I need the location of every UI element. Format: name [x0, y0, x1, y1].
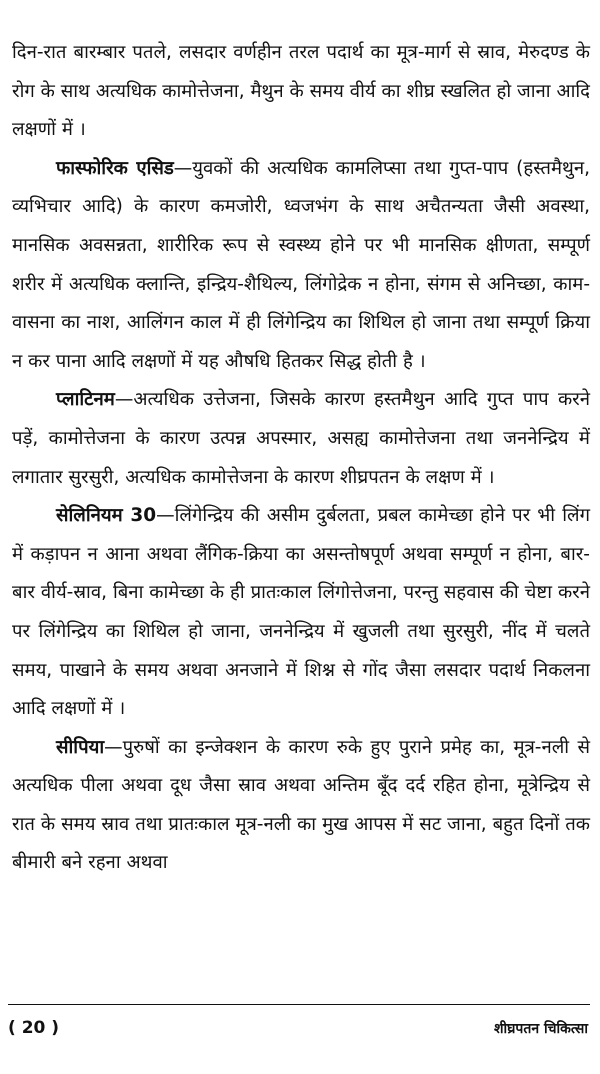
remedy-name: फास्फोरिक एसिड — [56, 157, 174, 179]
page-number: ( 20 ) — [8, 1018, 60, 1038]
page-footer — [8, 1018, 588, 1038]
remedy-description: —पुरुषों का इन्जेक्शन के कारण रुके हुए पुराने प्रमेह का, मूत्र-नली से अत्यधिक पीला अथवा दूध जैसा स्राव अथवा अन्तिम बूँद दर्द रहित होना, मूत्रेन्द्रिय से रात के समय स्राव तथा प्रातःकाल मूत्र-नली का मुख आपस में सट जाना, बहुत दिनों तक बीमारी बने रहना अथवा — [12, 736, 590, 874]
remedy-sepia — [12, 729, 590, 883]
remedy-description: —अत्यधिक उत्तेजना, जिसके कारण हस्तमैथुन आदि गुप्त पाप करने पड़ें, कामोत्तेजना के कारण उत्पन्न अपस्मार, असह्य कामोत्तेजना तथा जननेन्द्रिय में लगातार सुरसुरी, अत्यधिक कामोत्तेजना के कारण शीघ्रपतन के लक्षण में । — [12, 389, 590, 488]
page-body — [12, 34, 590, 883]
remedy-selenium — [12, 497, 590, 729]
running-title: शीघ्रपतन चिकित्सा — [494, 1020, 588, 1037]
remedy-platinum — [12, 381, 590, 497]
paragraph-continuation — [12, 34, 590, 150]
remedy-description: —लिंगेन्द्रिय की असीम दुर्बलता, प्रबल कामेच्छा होने पर भी लिंग में कड़ापन न आना अथवा लैंगिक-क्रिया का असन्तोषपूर्ण अथवा सम्पूर्ण न होना, बार-बार वीर्य-स्राव, बिना कामेच्छा के ही प्रातःकाल लिंगोत्तेजना, परन्तु सहवास की चेष्टा करने पर लिंगेन्द्रिय का शिथिल हो जाना, जननेन्द्रिय में खुजली तथा सुरसुरी, नींद में चलते समय, पाखाने के समय अथवा अनजाने में शिश्न से गोंद जैसा लसदार पदार्थ निकलना आदि लक्षणों में । — [12, 505, 590, 720]
remedy-phosphoric-acid — [12, 150, 590, 382]
paragraph-text: दिन-रात बारम्बार पतले, लसदार वर्णहीन तरल पदार्थ का मूत्र-मार्ग से स्राव, मेरुदण्ड के रोग के साथ अत्यधिक कामोत्तेजना, मैथुन के समय वीर्य का शीघ्र स्खलित हो जाना आदि लक्षणों में । — [12, 42, 590, 141]
remedy-name: सेलिनियम 30 — [56, 505, 157, 527]
remedy-name: सीपिया — [56, 736, 105, 758]
footer-divider — [8, 1004, 590, 1005]
remedy-name: प्लाटिनम — [56, 389, 115, 411]
remedy-description: —युवकों की अत्यधिक कामलिप्सा तथा गुप्त-पाप (हस्तमैथुन, व्यभिचार आदि) के कारण कमजोरी, ध्वजभंग के साथ अचैतन्यता जैसी अवस्था, मानसिक अवसन्नता, शारीरिक रूप से स्वस्थ्य होने पर भी मानसिक क्षीणता, सम्पूर्ण शरीर में अत्यधिक क्लान्ति, इन्द्रिय-शैथिल्य, लिंगोद्रेक न होना, संगम से अनिच्छा, काम-वासना का नाश, आलिंगन काल में ही लिंगेन्द्रिय का शिथिल हो जाना तथा सम्पूर्ण क्रिया न कर पाना आदि लक्षणों में यह औषधि हितकर सिद्ध होती है । — [12, 157, 590, 372]
